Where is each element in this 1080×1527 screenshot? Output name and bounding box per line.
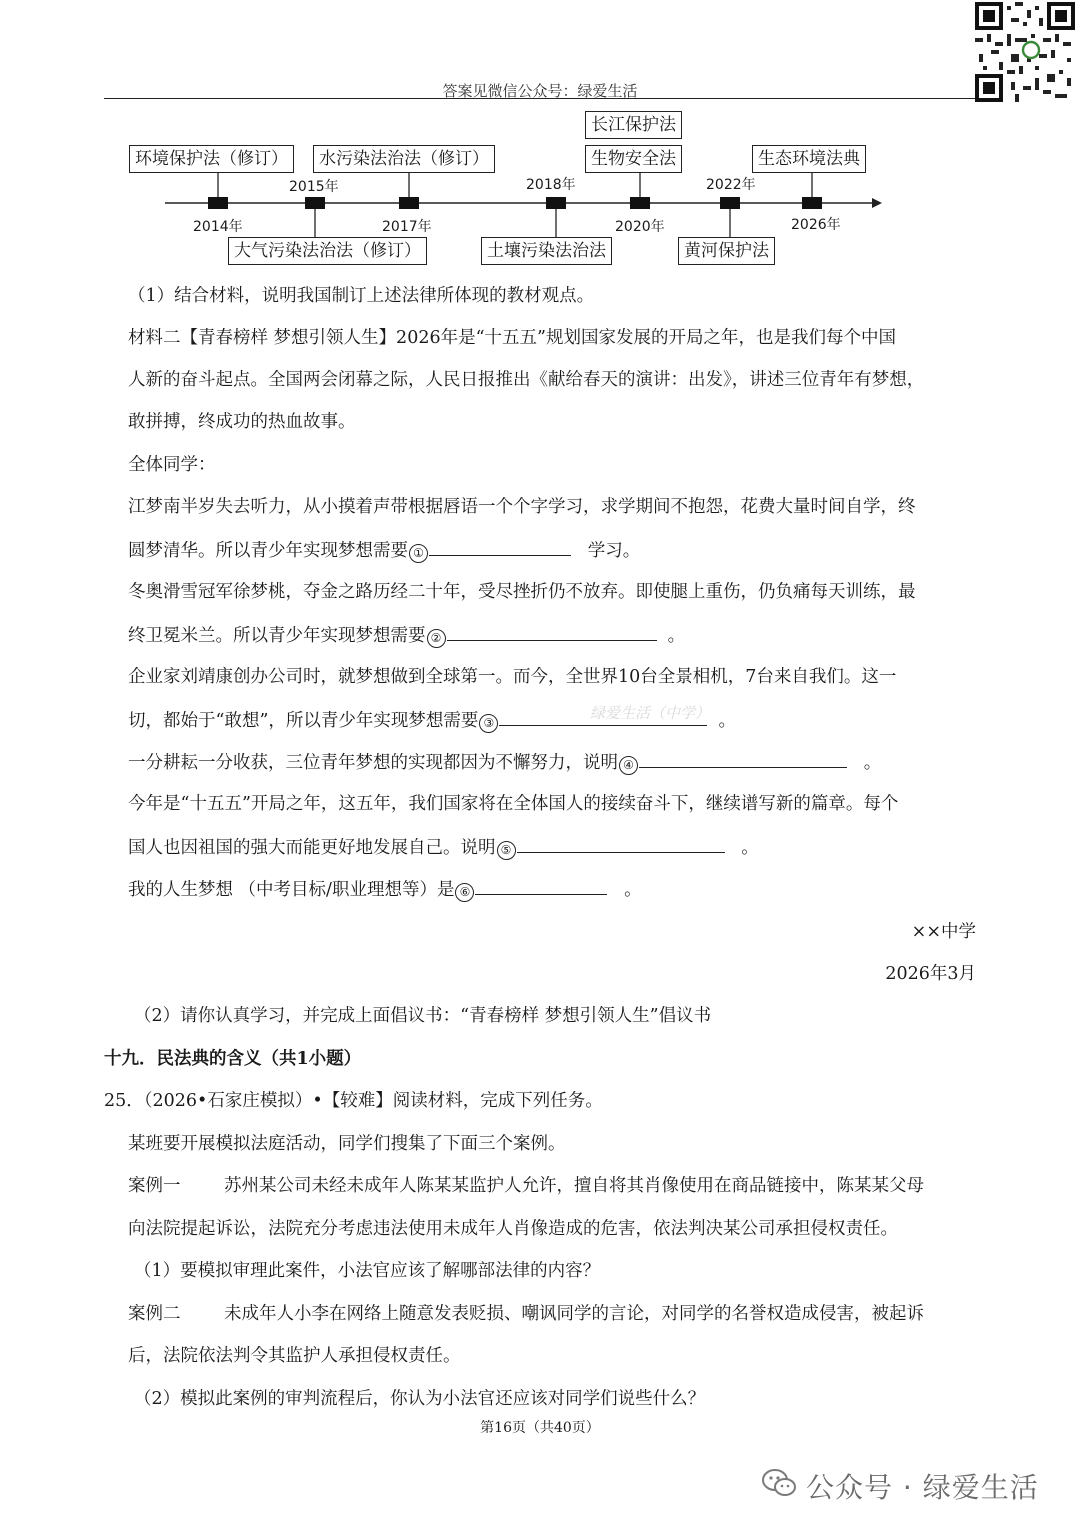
law-box: 环境保护法（修订） [129,145,294,173]
intro-text: 某班要开展模拟法庭活动，同学们搜集了下面三个案例。 [128,1134,566,1154]
timeline-marker [720,197,740,209]
blank-marker-3: ③ [479,714,498,733]
law-box: 黄河保护法 [678,237,775,265]
timeline-year: 2026年 [791,217,841,233]
case-2-question: （2）模拟此案例的审判流程后，你认为小法官还应该对同学们说些什么？ [134,1389,706,1409]
blank-2[interactable] [447,624,657,641]
letter-paragraph: 我的人生梦想 （中考目标/职业理想等）是 ⑥ 。 [128,880,642,900]
timeline-year: 2018年 [526,177,576,193]
timeline-year: 2014年 [193,219,243,235]
letter-paragraph: 冬奥滑雪冠军徐梦桃，夺金之路历经二十年，受尽挫折仍不放弃。即使腿上重伤，仍负痛每天训练，最 [128,582,916,602]
timeline-marker [630,197,650,209]
case-1-text: 苏州某公司未经未成年人陈某某监护人允许，擅自将其肖像使用在商品链接中，陈某某父母 [224,1176,924,1196]
blank-marker-5: ⑤ [497,841,516,860]
material-2-line: 材料二【青春榜样 梦想引领人生】2026年是“十五五”规划国家发展的开局之年，也是我们每个中国 [128,328,896,348]
blank-1[interactable] [429,539,571,556]
letter-paragraph: 终卫冕米兰。所以青少年实现梦想需要 ② 。 [128,626,686,646]
timeline-year: 2015年 [289,179,339,195]
law-box: 生物安全法 [585,145,682,173]
case-1-label: 案例一 [128,1176,181,1196]
letter-paragraph: 江梦南半岁失去听力，从小摸着声带根据唇语一个个字学习，求学期间不抱怨，花费大量时间自学，终 [128,497,916,517]
case-2-text: 未成年人小李在网络上随意发表贬损、嘲讽同学的言论，对同学的名誉权造成侵害，被起诉 [224,1304,924,1324]
timeline-year: 2022年 [706,177,756,193]
blank-marker-2: ② [427,629,446,648]
timeline-marker [305,197,325,209]
question-25: 25．（2026•石家庄模拟）•【较难】阅读材料，完成下列任务。 [104,1091,603,1111]
blank-marker-4: ④ [619,756,638,775]
faint-watermark: 绿爱生活（中学） [590,704,711,722]
law-box: 水污染法治法（修订） [313,145,495,173]
case-1-question: （1）要模拟审理此案件，小法官应该了解哪部法律的内容？ [134,1261,601,1281]
letter-signature: ××中学 [911,922,976,942]
case-1-text: 向法院提起诉讼，法院充分考虑违法使用未成年人肖像造成的危害，依法判决某公司承担侵权责任。 [128,1219,898,1239]
question-2: （2）请你认真学习，并完成上面倡议书：“青春榜样 梦想引领人生”倡议书 [134,1006,712,1026]
material-2-line: 人新的奋斗起点。全国两会闭幕之际，人民日报推出《献给春天的演讲：出发》，讲述三位青年有梦想， [128,370,925,390]
page-header: 答案见微信公众号：绿爱生活 [442,82,638,100]
letter-paragraph: 企业家刘靖康创办公司时，就梦想做到全球第一。而今，全世界10台全景相机，7台来自我们。这一 [128,667,897,687]
section-title: 十九．民法典的含义（共1小题） [104,1049,362,1069]
letter-date: 2026年3月 [885,964,976,984]
case-2-text: 后，法院依法判令其监护人承担侵权责任。 [128,1346,461,1366]
timeline-marker [802,197,822,209]
letter-paragraph: 圆梦清华。所以青少年实现梦想需要 ① 学习。 [128,541,641,561]
watermark-text: 公众号 · 绿爱生活 [806,1471,1039,1504]
blank-marker-1: ① [409,544,428,563]
timeline-marker [208,197,228,209]
law-box: 土壤污染法治法 [481,237,612,265]
letter-paragraph: 一分耕耘一分收获，三位青年梦想的实现都因为不懈努力，说明 ④ 。 [128,753,882,773]
blank-5[interactable] [517,836,725,853]
law-box: 大气污染法治法（修订） [228,237,427,265]
blank-6[interactable] [475,878,607,895]
letter-paragraph: 国人也因祖国的强大而能更好地发展自己。说明 ⑤ 。 [128,838,759,858]
law-box: 长江保护法 [585,111,682,139]
blank-4[interactable] [639,751,847,768]
blank-marker-6: ⑥ [455,883,474,902]
timeline-marker [546,197,566,209]
letter-paragraph: 今年是“十五五”开局之年，这五年，我们国家将在全体国人的接续奋斗下，继续谱写新的篇章。每个 [128,794,899,814]
law-box: 生态环境法典 [752,145,866,173]
letter-greeting: 全体同学： [128,455,216,475]
page-number: 第16页（共40页） [480,1420,600,1436]
timeline-year: 2020年 [615,219,665,235]
timeline-marker [399,197,419,209]
case-2-label: 案例二 [128,1304,181,1324]
material-2-line: 敢拼搏，终成功的热血故事。 [128,412,356,432]
wechat-icon [762,1468,796,1498]
timeline-year: 2017年 [382,219,432,235]
letter-paragraph: 切，都始于“敢想”，所以青少年实现梦想需要 ③ 。 [128,711,737,731]
question-1: （1）结合材料，说明我国制订上述法律所体现的教材观点。 [128,286,595,306]
